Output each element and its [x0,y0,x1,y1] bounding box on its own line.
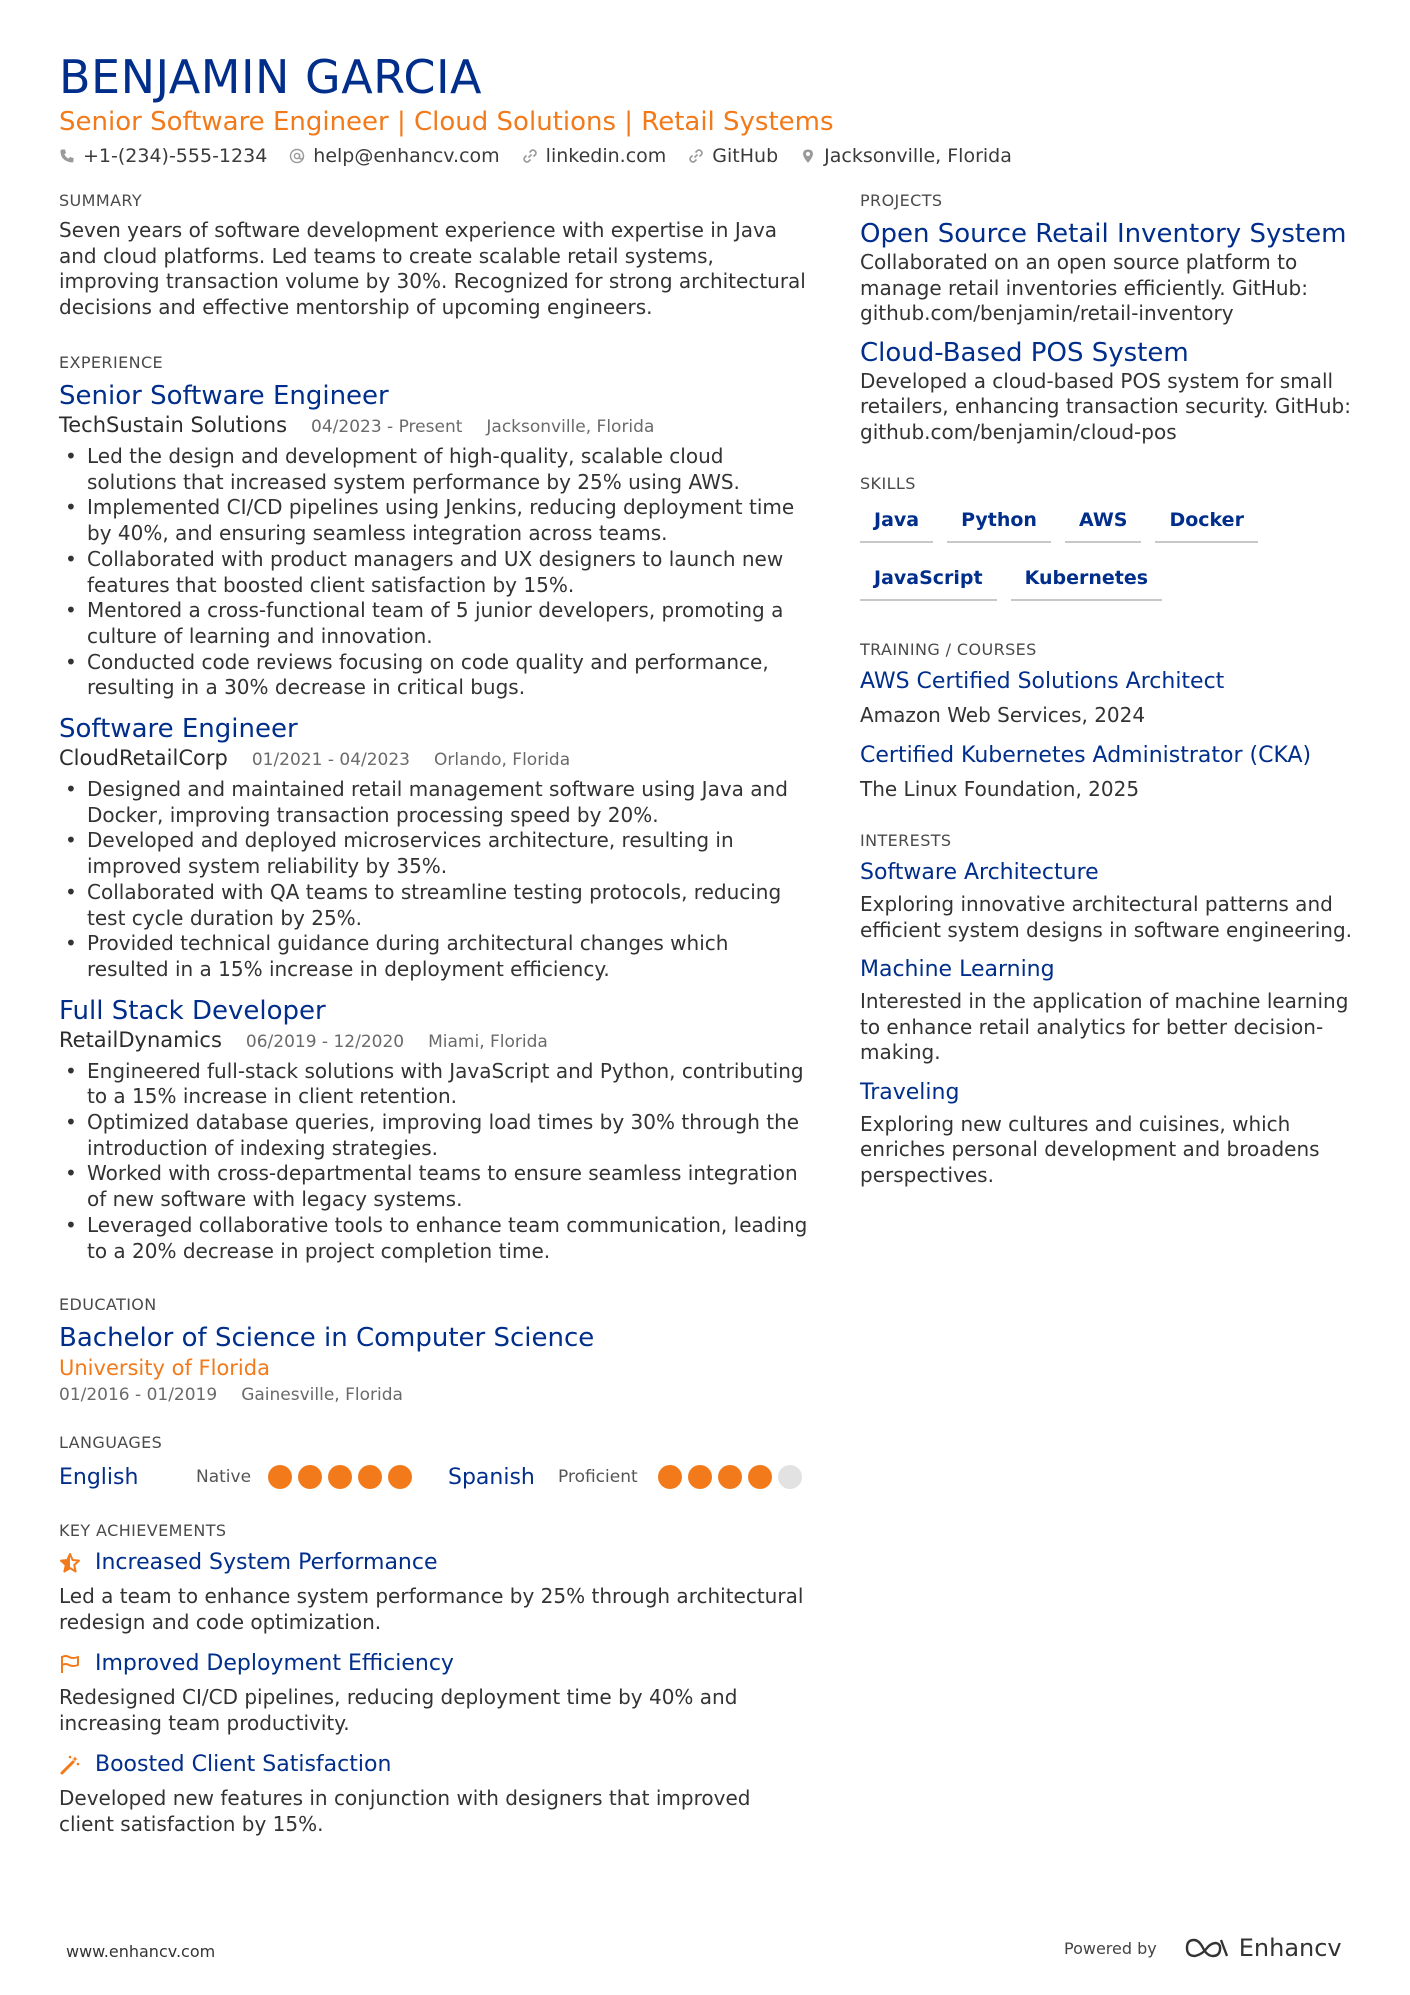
skill-tag: Kubernetes [1011,559,1162,601]
language-name: Spanish [448,1464,535,1490]
job-bullet: • Leveraged collaborative tools to enhance team communication, leading to a 20% decrease in project completion time. [87,1213,811,1264]
skill-tag: Java [860,501,933,543]
phone-icon [59,148,75,164]
rating-dot-filled [748,1465,772,1489]
job-bullet: • Optimized database queries, improving load times by 30% through the introduction of indexing strategies. [87,1110,811,1161]
contact-bar [59,143,1034,169]
job-bullet: • Designed and maintained retail management software using Java and Docker, improving transaction processing speed by 20%. [87,777,811,828]
job-role: Full Stack Developer [59,995,326,1026]
job-entry [59,380,811,701]
rating-dot-filled [688,1465,712,1489]
skill-tag: JavaScript [860,559,997,601]
candidate-name: BENJAMIN GARCIA [59,50,482,104]
footer-website[interactable]: www.enhancv.com [66,1942,216,1961]
skills-section [860,473,1360,617]
project-item [860,218,1360,327]
job-company: RetailDynamics [59,1027,222,1052]
contact-linkedin[interactable] [522,143,667,169]
achievement-title-row [59,1548,811,1578]
education-degree: Bachelor of Science in Computer Science [59,1323,595,1354]
projects-section [860,190,1360,445]
contact-github-text: GitHub [712,145,779,167]
section-title-projects: PROJECTS [860,191,943,210]
job-location: Jacksonville, Florida [486,417,655,437]
job-role: Senior Software Engineer [59,381,389,411]
language-rating [658,1465,808,1489]
project-text: Developed a cloud-based POS system for small retailers, enhancing transaction security. GitHub: github.com/benjamin/cloud-pos [860,368,1351,444]
contact-phone[interactable] [59,143,267,169]
contact-email[interactable] [289,143,499,169]
job-bullets [59,444,811,701]
job-bullet: • Provided technical guidance during architectural changes which resulted in a 15% increase in deployment efficiency. [87,931,811,982]
rating-dot-filled [298,1465,322,1489]
enhancv-logo-icon [1183,1934,1231,1962]
achievement-title-row [59,1750,811,1780]
achievements-section [59,1520,811,1837]
footer-branding[interactable] [1064,1934,1342,1962]
right-column [860,190,1360,1188]
rating-dot-filled [388,1465,412,1489]
achievement-item [59,1750,811,1837]
section-title-training: TRAINING / COURSES [860,640,1037,659]
achievement-item [59,1649,811,1736]
section-title-interests: INTERESTS [860,831,952,850]
star-icon [59,1552,81,1574]
project-text: Collaborated on an open source platform to manage retail inventories efficiently. GitHub: github.com/benjamin/retail-inventory [860,250,1308,325]
interest-title: Traveling [860,1079,960,1105]
brand-logo [1183,1934,1342,1962]
course-title: AWS Certified Solutions Architect [860,669,1225,694]
contact-phone-text: +1-(234)-555-1234 [83,145,268,167]
at-icon [289,148,305,164]
job-company: CloudRetailCorp [59,746,228,771]
course-item [860,667,1360,729]
achievement-text: Developed new features in conjunction with designers that improved client satisfaction by 15%. [59,1786,751,1836]
course-provider: Amazon Web Services, 2024 [860,703,1146,727]
job-dates: 06/2019 - 12/2020 [245,1031,405,1052]
languages-row [59,1460,811,1494]
job-role: Software Engineer [59,714,298,745]
powered-by-label: Powered by [1064,1938,1157,1958]
training-section [860,639,1360,802]
achievement-item [59,1548,811,1635]
flag-icon [59,1653,81,1675]
education-location: Gainesville, Florida [241,1385,403,1406]
rating-dot-empty [778,1465,802,1489]
project-title: Cloud-Based POS System [860,337,1189,368]
rating-dot-filled [718,1465,742,1489]
link-icon [522,148,538,164]
job-meta [59,745,811,773]
job-bullets [59,777,811,983]
job-location: Miami, Florida [428,1031,548,1052]
job-bullet: • Implemented CI/CD pipelines using Jenkins, reducing deployment time by 40%, and ensuring seamless integration across teams. [87,495,811,546]
achievement-text: Redesigned CI/CD pipelines, reducing deployment time by 40% and increasing team productivity. [59,1685,738,1735]
education-dates: 01/2016 - 01/2019 [59,1385,218,1406]
contact-github[interactable] [688,143,778,169]
magic-wand-icon [59,1754,81,1776]
course-item [860,741,1360,803]
summary-section [59,190,811,320]
interest-text: Exploring innovative architectural patterns and efficient system designs in software engineering. [860,892,1353,942]
skill-tag: AWS [1065,501,1142,543]
interest-item [860,955,1360,1066]
rating-dot-filled [358,1465,382,1489]
job-bullet: • Engineered full-stack solutions with JavaScript and Python, contributing to a 15% increase in client retention. [87,1059,811,1110]
interest-item [860,1078,1360,1189]
achievement-text: Led a team to enhance system performance by 25% through architectural redesign and code optimization. [59,1584,804,1634]
education-section [59,1294,811,1408]
section-title-experience: EXPERIENCE [59,353,164,372]
contact-location [800,143,1012,169]
interest-title: Software Architecture [860,860,1099,885]
skills-list [860,501,1360,617]
achievement-title: Increased System Performance [95,1550,438,1576]
job-bullet: • Collaborated with QA teams to streamline testing protocols, reducing test cycle duration by 25%. [87,880,811,931]
language-level: Native [196,1467,252,1488]
job-company: TechSustain Solutions [59,413,288,437]
interests-section [860,830,1360,1188]
job-entry [59,713,811,983]
section-title-summary: SUMMARY [59,191,143,210]
course-title: Certified Kubernetes Administrator (CKA) [860,742,1312,768]
summary-text: Seven years of software development experience with expertise in Java and cloud platforms. Led teams to create scalable retail systems, improving transaction volume by 30%. Recognized for strong architectural decisions and effective mentorship of upcoming engineers. [59,218,806,319]
education-school: University of Florida [59,1356,270,1381]
job-dates: 01/2021 - 04/2023 [251,750,411,771]
language-rating [268,1465,448,1489]
job-bullet: • Worked with cross-departmental teams to ensure seamless integration of new software with legacy systems. [87,1161,811,1212]
contact-email-text: help@enhancv.com [313,145,500,167]
job-bullet: • Conducted code reviews focusing on code quality and performance, resulting in a 30% decrease in critical bugs. [87,650,811,701]
section-title-languages: LANGUAGES [59,1433,163,1453]
link-icon [688,148,704,164]
course-provider: The Linux Foundation, 2025 [860,776,1140,801]
achievement-title: Improved Deployment Efficiency [95,1651,454,1677]
job-bullet: • Collaborated with product managers and UX designers to launch new features that boosted client satisfaction by 15%. [87,547,811,598]
education-meta [59,1382,811,1408]
rating-dot-filled [658,1465,682,1489]
section-title-achievements: KEY ACHIEVEMENTS [59,1521,227,1541]
candidate-tagline: Senior Software Engineer | Cloud Solutions | Retail Systems [59,107,834,137]
rating-dot-filled [268,1465,292,1489]
interest-text: Exploring new cultures and cuisines, which enriches personal development and broadens perspectives. [860,1111,1320,1187]
job-meta [59,412,811,440]
achievement-title: Boosted Client Satisfaction [95,1752,392,1778]
section-title-education: EDUCATION [59,1295,157,1315]
contact-linkedin-text: linkedin.com [545,145,667,167]
job-entry [59,995,811,1265]
left-column [59,190,811,1837]
project-item [860,337,1360,446]
experience-section [59,352,811,1264]
location-icon [800,148,816,164]
job-bullet: • Mentored a cross-functional team of 5 junior developers, promoting a culture of learning and innovation. [87,598,811,649]
interest-title: Machine Learning [860,957,1055,982]
project-title: Open Source Retail Inventory System [860,219,1347,249]
interest-text: Interested in the application of machine learning to enhance retail analytics for better decision-making. [860,989,1349,1064]
brand-name: Enhancv [1238,1934,1342,1962]
languages-section [59,1432,811,1494]
language-level: Proficient [558,1467,638,1488]
interest-item [860,858,1360,943]
skill-tag: Docker [1155,501,1257,543]
skill-tag: Python [947,501,1051,543]
job-bullets [59,1059,811,1265]
section-title-skills: SKILLS [860,474,916,493]
contact-location-text: Jacksonville, Florida [824,145,1012,167]
job-meta [59,1027,811,1055]
language-name: English [59,1464,139,1490]
job-bullet: • Led the design and development of high-quality, scalable cloud solutions that increased system performance by 25% using AWS. [87,444,811,495]
job-location: Orlando, Florida [434,750,571,771]
achievement-title-row [59,1649,811,1679]
job-bullet: • Developed and deployed microservices architecture, resulting in improved system reliability by 35%. [87,828,811,879]
rating-dot-filled [328,1465,352,1489]
job-dates: 04/2023 - Present [311,417,463,437]
